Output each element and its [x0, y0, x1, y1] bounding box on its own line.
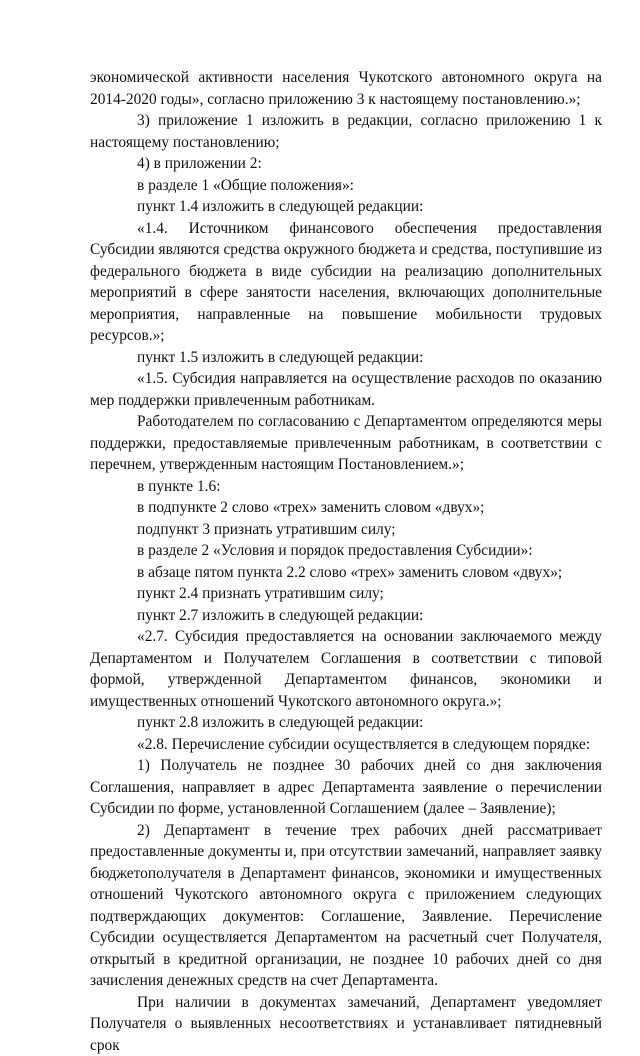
paragraph-8: «1.5. Субсидия направляется на осуществление расходов по оказанию мер поддержки привлеченным работникам.	[90, 368, 602, 411]
paragraph-1: экономической активности населения Чукотского автономного округа на 2014-2020 годы», согласно приложению 3 к настоящему постановлению.»;	[90, 67, 602, 110]
paragraph-3: 4) в приложении 2:	[90, 153, 602, 175]
paragraph-12: подпункт 3 признать утратившим силу;	[90, 519, 602, 541]
paragraph-15: пункт 2.4 признать утратившим силу;	[90, 583, 602, 605]
paragraph-16: пункт 2.7 изложить в следующей редакции:	[90, 605, 602, 627]
paragraph-9: Работодателем по согласованию с Департаментом определяются меры поддержки, предоставляемые привлеченным работникам, в соответствии с перечнем, утвержденным настоящим Постановлением.»;	[90, 411, 602, 476]
paragraph-10: в пункте 1.6:	[90, 476, 602, 498]
paragraph-13: в разделе 2 «Условия и порядок предоставления Субсидии»:	[90, 540, 602, 562]
paragraph-2: 3) приложение 1 изложить в редакции, согласно приложению 1 к настоящему постановлению;	[90, 110, 602, 153]
paragraph-20: 1) Получатель не позднее 30 рабочих дней со дня заключения Соглашения, направляет в адрес Департамента заявление о перечислении Субсидии по форме, установленной Соглашением (далее – Заявление);	[90, 755, 602, 820]
paragraph-7: пункт 1.5 изложить в следующей редакции:	[90, 347, 602, 369]
paragraph-4: в разделе 1 «Общие положения»:	[90, 175, 602, 197]
paragraph-18: пункт 2.8 изложить в следующей редакции:	[90, 712, 602, 734]
paragraph-17: «2.7. Субсидия предоставляется на основании заключаемого между Департаментом и Получателем Соглашения в соответствии с типовой формой, утвержденной Департаментом финансов, экономики и имущественных отношений Чукотского автономного округа.»;	[90, 626, 602, 712]
paragraph-21: 2) Департамент в течение трех рабочих дней рассматривает предоставленные документы и, при отсутствии замечаний, направляет заявку бюджетополучателя в Департамент финансов, экономики и имущественных отношений Чукотского автономного округа с приложением следующих подтверждающих документов: Соглашение, Заявление. Перечисление Субсидии осуществляется Департаментом на расчетный счет Получателя, открытый в кредитной организации, не позднее 10 рабочих дней со дня зачисления денежных средств на счет Департамента.	[90, 820, 602, 992]
paragraph-6: «1.4. Источником финансового обеспечения предоставления Субсидии являются средства окружного бюджета и средства, поступившие из федерального бюджета в виде субсидии на реализацию дополнительных мероприятий в сфере занятости населения, включающих дополнительные мероприятия, направленные на повышение мобильности трудовых ресурсов.»;	[90, 218, 602, 347]
paragraph-11: в подпункте 2 слово «трех» заменить словом «двух»;	[90, 497, 602, 519]
document-body	[90, 67, 602, 1056]
paragraph-19: «2.8. Перечисление субсидии осуществляется в следующем порядке:	[90, 734, 602, 756]
paragraph-22: При наличии в документах замечаний, Департамент уведомляет Получателя о выявленных несоответствиях и устанавливает пятидневный срок	[90, 992, 602, 1056]
paragraph-5: пункт 1.4 изложить в следующей редакции:	[90, 196, 602, 218]
paragraph-14: в абзаце пятом пункта 2.2 слово «трех» заменить словом «двух»;	[90, 562, 602, 584]
